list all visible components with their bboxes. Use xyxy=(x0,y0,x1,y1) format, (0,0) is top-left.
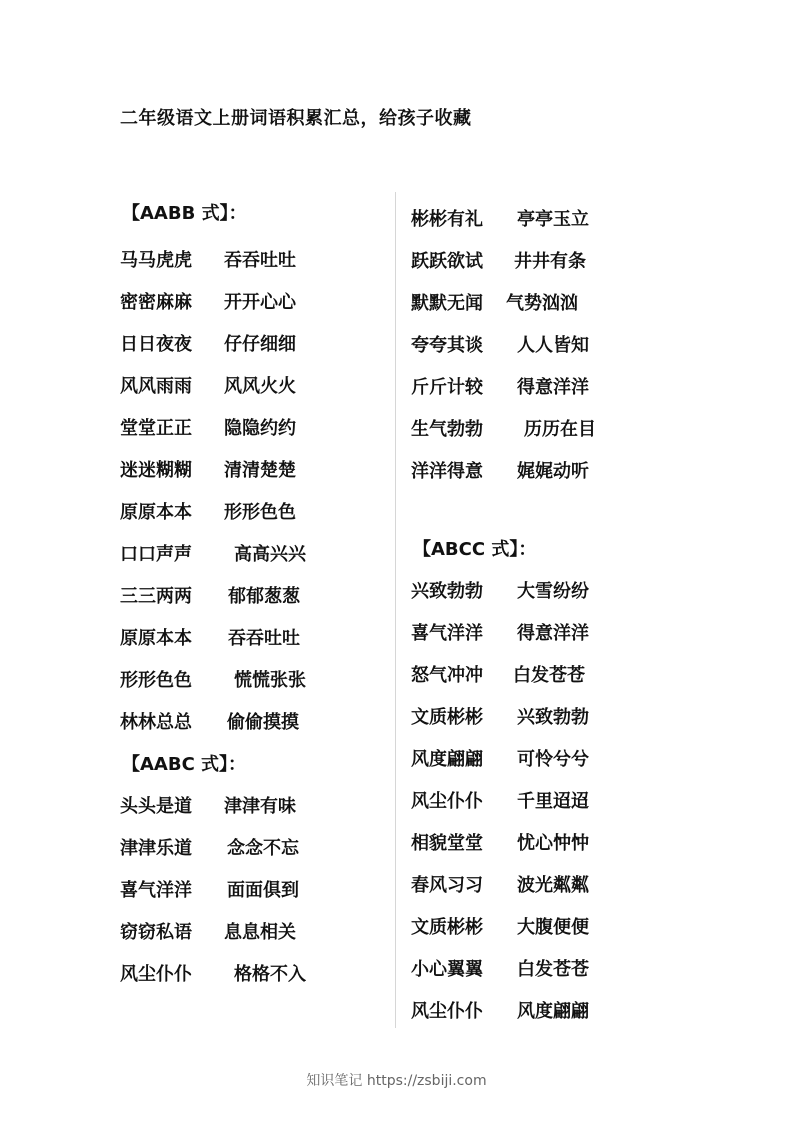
word: 面面俱到 xyxy=(227,880,299,901)
word: 风度翩翩 xyxy=(517,1001,589,1022)
word: 三三两两 xyxy=(120,586,192,607)
word-row xyxy=(411,706,589,730)
word-row xyxy=(411,334,589,358)
word-row xyxy=(411,460,589,484)
word-row xyxy=(120,795,296,819)
word-row xyxy=(120,417,296,441)
word-row xyxy=(120,249,296,273)
word: 气势汹汹 xyxy=(506,293,578,314)
word: 娓娓动听 xyxy=(517,461,589,482)
word: 堂堂正正 xyxy=(120,418,192,439)
word: 可怜兮兮 xyxy=(517,749,589,770)
word: 千里迢迢 xyxy=(517,791,589,812)
word-row xyxy=(120,375,296,399)
word-row xyxy=(120,879,299,903)
word: 仔仔细细 xyxy=(224,334,296,355)
word: 怒气冲冲 xyxy=(411,665,483,686)
word: 风风雨雨 xyxy=(120,376,192,397)
word-row xyxy=(120,669,306,693)
word: 春风习习 xyxy=(411,875,483,896)
word: 格格不入 xyxy=(234,964,306,985)
word-row xyxy=(120,501,296,525)
word-row xyxy=(120,333,296,357)
word-row xyxy=(120,711,299,735)
word: 原原本本 xyxy=(120,502,192,523)
word: 开开心心 xyxy=(224,292,296,313)
word-row xyxy=(411,418,596,442)
page-title: 二年级语文上册词语积累汇总，给孩子收藏 xyxy=(120,108,472,129)
word: 息息相关 xyxy=(224,922,296,943)
word: 兴致勃勃 xyxy=(517,707,589,728)
word: 斤斤计较 xyxy=(411,377,483,398)
word-row xyxy=(411,250,586,274)
word: 形形色色 xyxy=(224,502,296,523)
word: 密密麻麻 xyxy=(120,292,192,313)
word: 高高兴兴 xyxy=(234,544,306,565)
word-row xyxy=(411,664,585,688)
word: 大雪纷纷 xyxy=(517,581,589,602)
word: 人人皆知 xyxy=(517,335,589,356)
word: 喜气洋洋 xyxy=(120,880,192,901)
word-row xyxy=(411,580,589,604)
word: 口口声声 xyxy=(120,544,192,565)
word: 窃窃私语 xyxy=(120,922,192,943)
word: 慌慌张张 xyxy=(234,670,306,691)
word: 隐隐约约 xyxy=(224,418,296,439)
word: 兴致勃勃 xyxy=(411,581,483,602)
word: 郁郁葱葱 xyxy=(228,586,300,607)
word: 津津乐道 xyxy=(120,838,192,859)
word-row xyxy=(120,627,300,651)
word: 念念不忘 xyxy=(227,838,299,859)
word: 历历在目 xyxy=(524,419,596,440)
word: 波光粼粼 xyxy=(517,875,589,896)
word: 头头是道 xyxy=(120,796,192,817)
word-row xyxy=(411,376,589,400)
word: 偷偷摸摸 xyxy=(227,712,299,733)
word: 津津有味 xyxy=(224,796,296,817)
word: 得意洋洋 xyxy=(517,623,589,644)
word: 马马虎虎 xyxy=(120,250,192,271)
word-row xyxy=(120,291,296,315)
word: 喜气洋洋 xyxy=(411,623,483,644)
word: 忧心忡忡 xyxy=(517,833,589,854)
section-heading-aabc: 【AABC 式】： xyxy=(122,754,247,775)
word-row xyxy=(120,543,306,567)
word-row xyxy=(411,622,589,646)
word: 文质彬彬 xyxy=(411,707,483,728)
word: 风尘仆仆 xyxy=(120,964,192,985)
word-row xyxy=(411,916,589,940)
column-divider xyxy=(395,192,396,1028)
word: 清清楚楚 xyxy=(224,460,296,481)
word-row xyxy=(411,748,589,772)
word: 吞吞吐吐 xyxy=(224,250,296,271)
word-row xyxy=(411,874,589,898)
word: 跃跃欲试 xyxy=(411,251,483,272)
word: 大腹便便 xyxy=(517,917,589,938)
word: 原原本本 xyxy=(120,628,192,649)
word: 风尘仆仆 xyxy=(411,791,483,812)
word: 形形色色 xyxy=(120,670,192,691)
word-row xyxy=(411,958,589,982)
word: 风度翩翩 xyxy=(411,749,483,770)
word-row xyxy=(120,837,299,861)
word-row xyxy=(411,208,589,232)
word-row xyxy=(120,963,306,987)
word-row xyxy=(120,459,296,483)
word: 井井有条 xyxy=(514,251,586,272)
word: 吞吞吐吐 xyxy=(228,628,300,649)
word: 亭亭玉立 xyxy=(517,209,589,230)
word: 风尘仆仆 xyxy=(411,1001,483,1022)
word-row xyxy=(411,1000,589,1024)
word-row xyxy=(411,790,589,814)
word: 默默无闻 xyxy=(411,293,483,314)
word: 迷迷糊糊 xyxy=(120,460,192,481)
word: 相貌堂堂 xyxy=(411,833,483,854)
section-heading-abcc: 【ABCC 式】： xyxy=(413,539,537,560)
word: 夸夸其谈 xyxy=(411,335,483,356)
word: 得意洋洋 xyxy=(517,377,589,398)
word-row xyxy=(411,292,578,316)
word-row xyxy=(120,585,300,609)
word: 彬彬有礼 xyxy=(411,209,483,230)
word: 白发苍苍 xyxy=(517,959,589,980)
word: 风风火火 xyxy=(224,376,296,397)
word: 白发苍苍 xyxy=(513,665,585,686)
word-row xyxy=(120,921,296,945)
word: 生气勃勃 xyxy=(411,419,483,440)
word-row xyxy=(411,832,589,856)
word: 小心翼翼 xyxy=(411,959,483,980)
word: 林林总总 xyxy=(120,712,192,733)
footer-watermark: 知识笔记 https://zsbiji.com xyxy=(306,1073,487,1089)
word: 日日夜夜 xyxy=(120,334,192,355)
word: 洋洋得意 xyxy=(411,461,483,482)
word: 文质彬彬 xyxy=(411,917,483,938)
section-heading-aabb: 【AABB 式】： xyxy=(122,203,247,224)
